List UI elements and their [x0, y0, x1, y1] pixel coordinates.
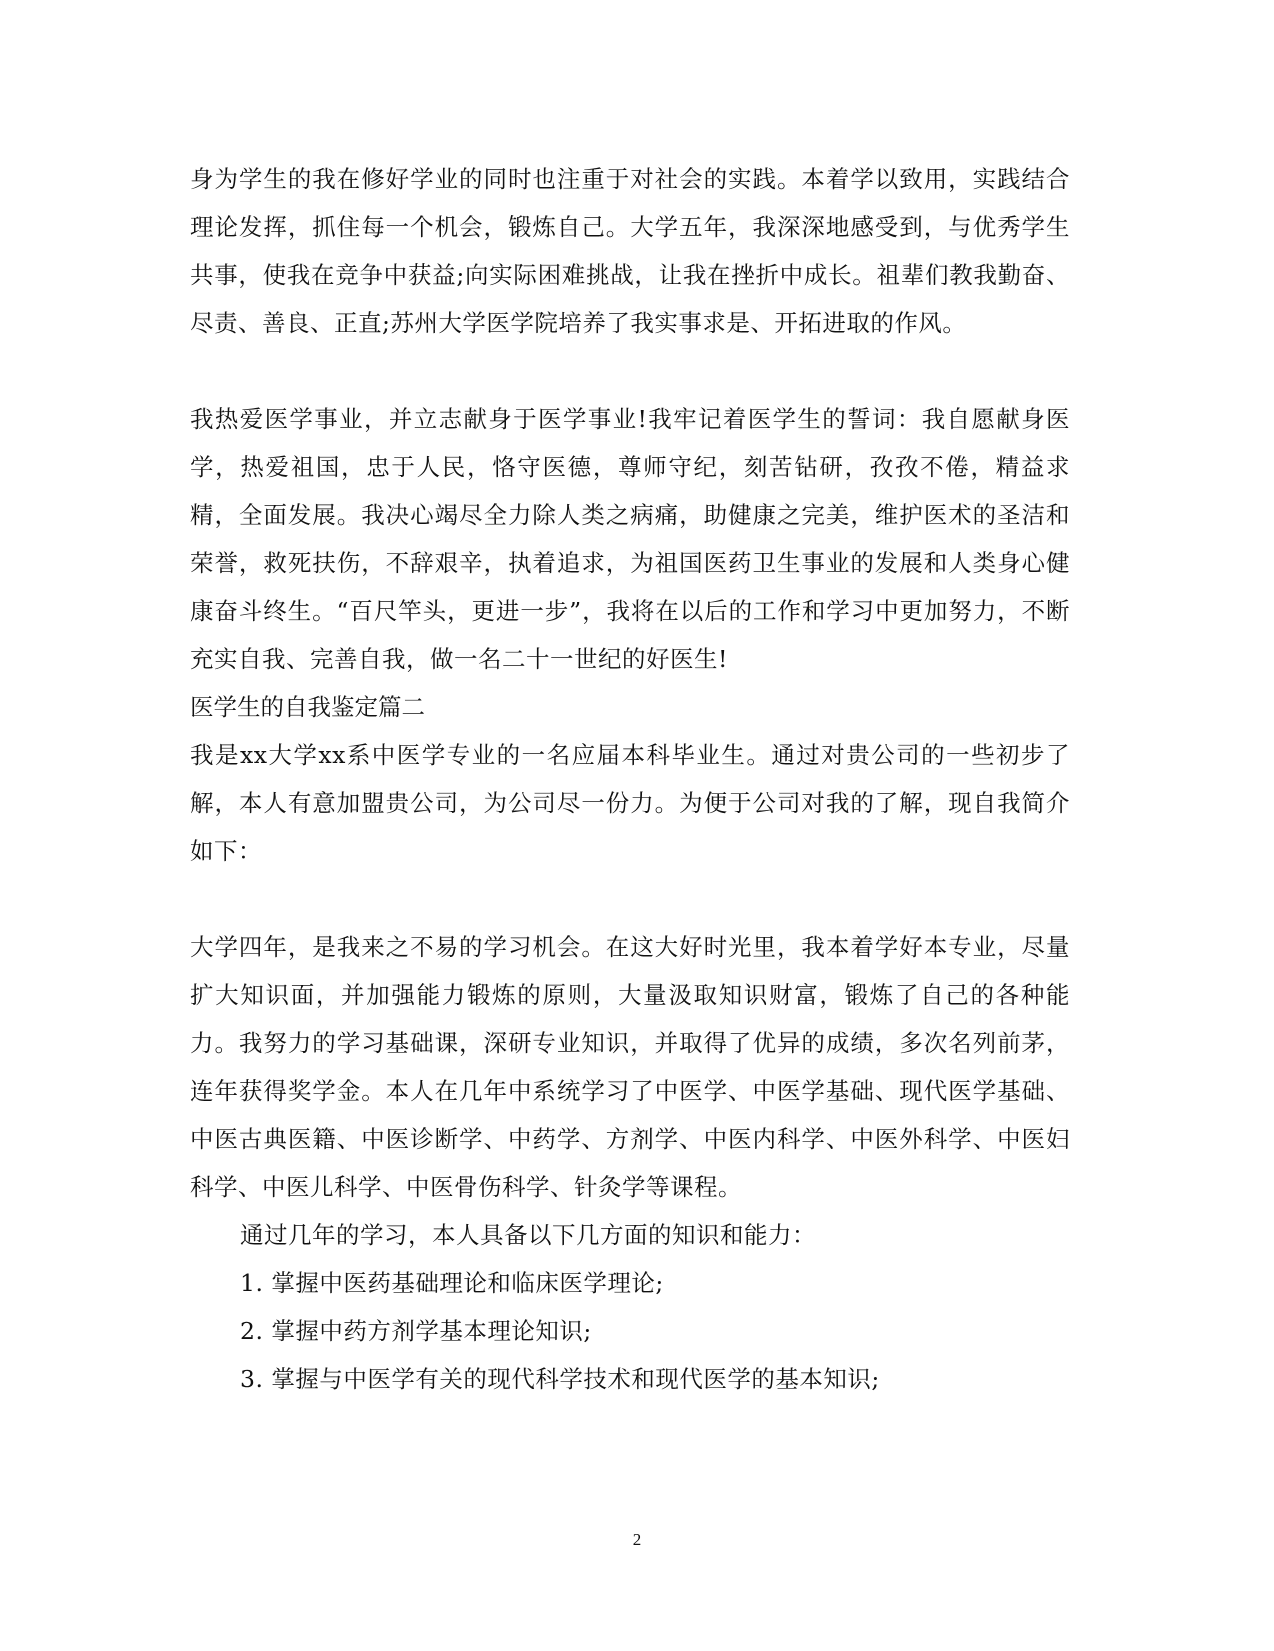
list-item: 1. 掌握中医药基础理论和临床医学理论; [240, 1269, 664, 1297]
paragraph-introduction: 我是xx大学xx系中医学专业的一名应届本科毕业生。通过对贵公司的一些初步了解，本人有意加盟贵公司，为公司尽一份力。为便于公司对我的了解，现自我简介如下： [190, 741, 1070, 865]
paragraph-university: 大学四年，是我来之不易的学习机会。在这大好时光里，我本着学好本专业，尽量扩大知识面，并加强能力锻炼的原则，大量汲取知识财富，锻炼了自己的各种能力。我努力的学习基础课，深研专业知识，并取得了优异的成绩，多次名列前茅，连年获得奖学金。本人在几年中系统学习了中医学、中医学基础、现代医学基础、中医古典医籍、中医诊断学、中药学、方剂学、中医内科学、中医外科学、中医妇科学、中医儿科学、中医骨伤科学、针灸学等课程。 [190, 933, 1070, 1201]
list-item: 2. 掌握中药方剂学基本理论知识; [240, 1317, 592, 1345]
paragraph-practice: 身为学生的我在修好学业的同时也注重于对社会的实践。本着学以致用，实践结合理论发挥，抓住每一个机会，锻炼自己。大学五年，我深深地感受到，与优秀学生共事，使我在竞争中获益;向实际困难挑战，让我在挫折中成长。祖辈们教我勤奋、尽责、善良、正直;苏州大学医学院培养了我实事求是、开拓进取的作风。 [190, 165, 1070, 337]
paragraph-abilities-intro: 通过几年的学习，本人具备以下几方面的知识和能力： [240, 1221, 816, 1249]
list-item: 3. 掌握与中医学有关的现代科学技术和现代医学的基本知识; [240, 1365, 880, 1393]
document-body [190, 155, 1070, 1403]
paragraph-oath: 我热爱医学事业，并立志献身于医学事业!我牢记着医学生的誓词：我自愿献身医学，热爱祖国，忠于人民，恪守医德，尊师守纪，刻苦钻研，孜孜不倦，精益求精，全面发展。我决心竭尽全力除人类之病痛，助健康之完美，维护医术的圣洁和荣誉，救死扶伤，不辞艰辛，执着追求，为祖国医药卫生事业的发展和人类身心健康奋斗终生。“百尺竿头，更进一步”，我将在以后的工作和学习中更加努力，不断充实自我、完善自我，做一名二十一世纪的好医生! [190, 405, 1070, 673]
section-heading: 医学生的自我鉴定篇二 [190, 693, 425, 721]
page-number: 2 [632, 1530, 642, 1549]
